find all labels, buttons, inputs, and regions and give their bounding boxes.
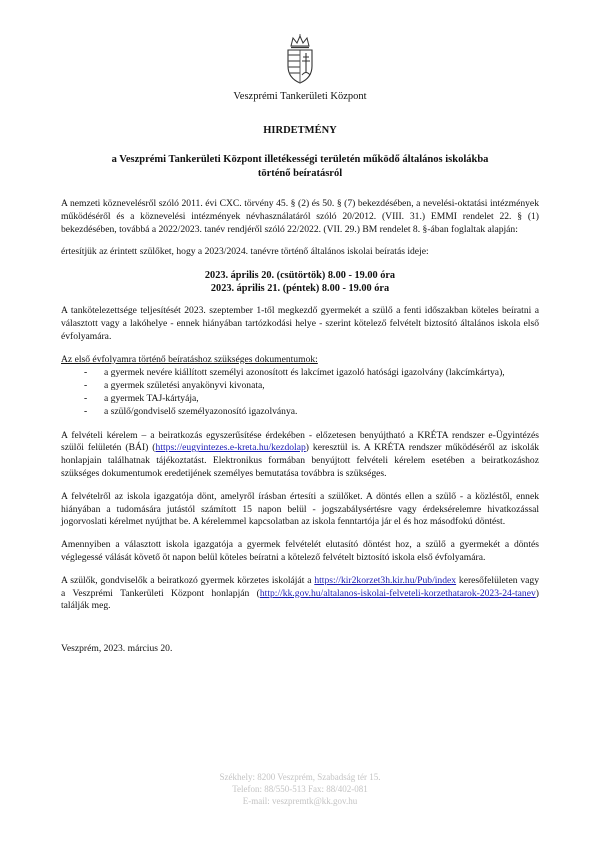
list-dash: - — [84, 392, 88, 404]
footer-phone: Telefon: 88/550-513 Fax: 88/402-081 — [232, 784, 368, 794]
district-text-2: keresőfelületen vagy a Veszprémi Tankerületi Központ honlapján ( — [61, 574, 539, 599]
enrollment-date-1: 2023. április 20. (csütörtök) 8.00 - 19.00 óra — [204, 270, 396, 282]
district-search-link[interactable]: https://kir2korzet3h.kir.hu/Pub/index — [314, 574, 457, 586]
required-documents-heading: Az első évfolyamra történő beíratáshoz szükséges dokumentumok: — [61, 353, 318, 365]
rejection-paragraph: Amennyiben a választott iskola igazgatója a gyermek felvételét elutasító döntést hoz, a szülő a gyermekét a döntés véglegessé válását követő öt napon belül köteles beíratni a kötelező felvételt biztosító iskola első évfolyamára. — [61, 539, 539, 563]
district-text-3: ) találják meg. — [61, 587, 539, 612]
enrollment-date-2: 2023. április 21. (péntek) 8.00 - 19.00 óra — [210, 283, 390, 295]
list-item — [84, 392, 539, 406]
list-dash: - — [84, 380, 88, 392]
organization-name: Veszprémi Tankerületi Központ — [233, 91, 367, 102]
list-dash: - — [84, 405, 88, 417]
enrollment-dates — [61, 269, 539, 295]
document-subtitle — [80, 153, 520, 180]
footer-contact — [0, 771, 600, 807]
list-item — [84, 380, 539, 393]
list-dash: - — [84, 367, 88, 379]
list-item-text: a gyermek TAJ-kártyája, — [104, 392, 199, 404]
list-item-text: a gyermek születési anyakönyvi kivonata, — [104, 380, 265, 392]
obligation-paragraph: A tankötelezettsége teljesítését 2023. szeptember 1-től megkezdő gyermekét a szülő a fenti időszakban köteles beíratni a választott vagy a lakóhelye - ennek hiányában tartózkodási helye - szerint kötelező felvételt biztosító általános iskola első évfolyamára. — [61, 305, 539, 342]
decision-paragraph: A felvételről az iskola igazgatója dönt, amelyről írásban értesíti a szülőket. A döntés ellen a szülő - a közléstől, ennek hiányában a tudomására jutástól számított 15 napon belül - jogszabálysértésre vagy érdeksérelemre hivatkozással jogorvoslati kérelmet nyújthat be. A kérelemmel kapcsolatban az iskola fenntartója jár el és hoz másodfokú döntést. — [61, 490, 539, 528]
footer-email: E-mail: veszpremtk@kk.gov.hu — [242, 796, 358, 806]
kreta-text-1: A felvételi kérelem – a beiratkozás egyszerűsítése érdekében - előzetesen benyújtható a KRÉTA rendszer e-Ügyintézés szülői felületén (BÁI) ( — [61, 429, 539, 454]
list-item — [84, 405, 539, 419]
document-title: HIRDETMÉNY — [263, 125, 337, 136]
district-paragraph — [61, 575, 539, 613]
required-documents-list — [61, 367, 539, 418]
footer-address: Székhely: 8200 Veszprém, Szabadság tér 15. — [219, 772, 381, 782]
kreta-text-2: ) keresztül is. A KRÉTA rendszer működéséről az iskolák honlapjain találhatnak tájékoztatást. Elektronikus formában benyújtott felvételi kérelem esetében a beiratkozáshoz szükséges dokumentumok eredetijének személyes bemutatása továbbra is szükséges. — [61, 442, 539, 479]
legal-basis-paragraph: A nemzeti köznevelésről szóló 2011. évi CXC. törvény 45. § (2) és 50. § (7) bekezdésében, a nevelési-oktatási intézmények működéséről és a köznevelési intézmények névhasználatáról szóló 20/2012. (VIII. 31.) EMMI rendelet 22. § (1) bekezdésében, továbbá a 2022/2023. tanév rendjéről szóló 22/2022. (VII. 29.) BM rendelet 8. §-ában foglaltak alapján: — [61, 198, 539, 235]
kreta-link[interactable]: https://eugyintezes.e-kreta.hu/kezdolap — [155, 442, 306, 454]
notice-paragraph: értesítjük az érintett szülőket, hogy a 2023/2024. tanévre történő általános iskolai beíratás ideje: — [61, 246, 429, 258]
list-item-text: a szülő/gondviselő személyazonosító igazolványa. — [104, 405, 298, 417]
subtitle-line-1: a Veszprémi Tankerületi Központ illetékességi területén működő általános iskolákba — [111, 154, 489, 165]
hungarian-coat-of-arms-icon — [283, 34, 317, 84]
list-item-text: a gyermek nevére kiállított személyi azonosított és lakcímet igazoló hatósági igazolvány (lakcímkártya), — [104, 367, 505, 379]
subtitle-line-2: történő beíratásról — [257, 167, 343, 179]
district-text-1: A szülők, gondviselők a beiratkozó gyermek körzetes iskoláját a — [61, 574, 315, 586]
place-and-date: Veszprém, 2023. március 20. — [61, 643, 173, 655]
kreta-paragraph — [61, 430, 539, 481]
document-body — [61, 198, 539, 656]
list-item — [84, 367, 539, 380]
district-boundaries-link[interactable]: http://kk.gov.hu/altalanos-iskolai-felveteli-korzethatarok-2023-24-tanev — [259, 587, 536, 599]
